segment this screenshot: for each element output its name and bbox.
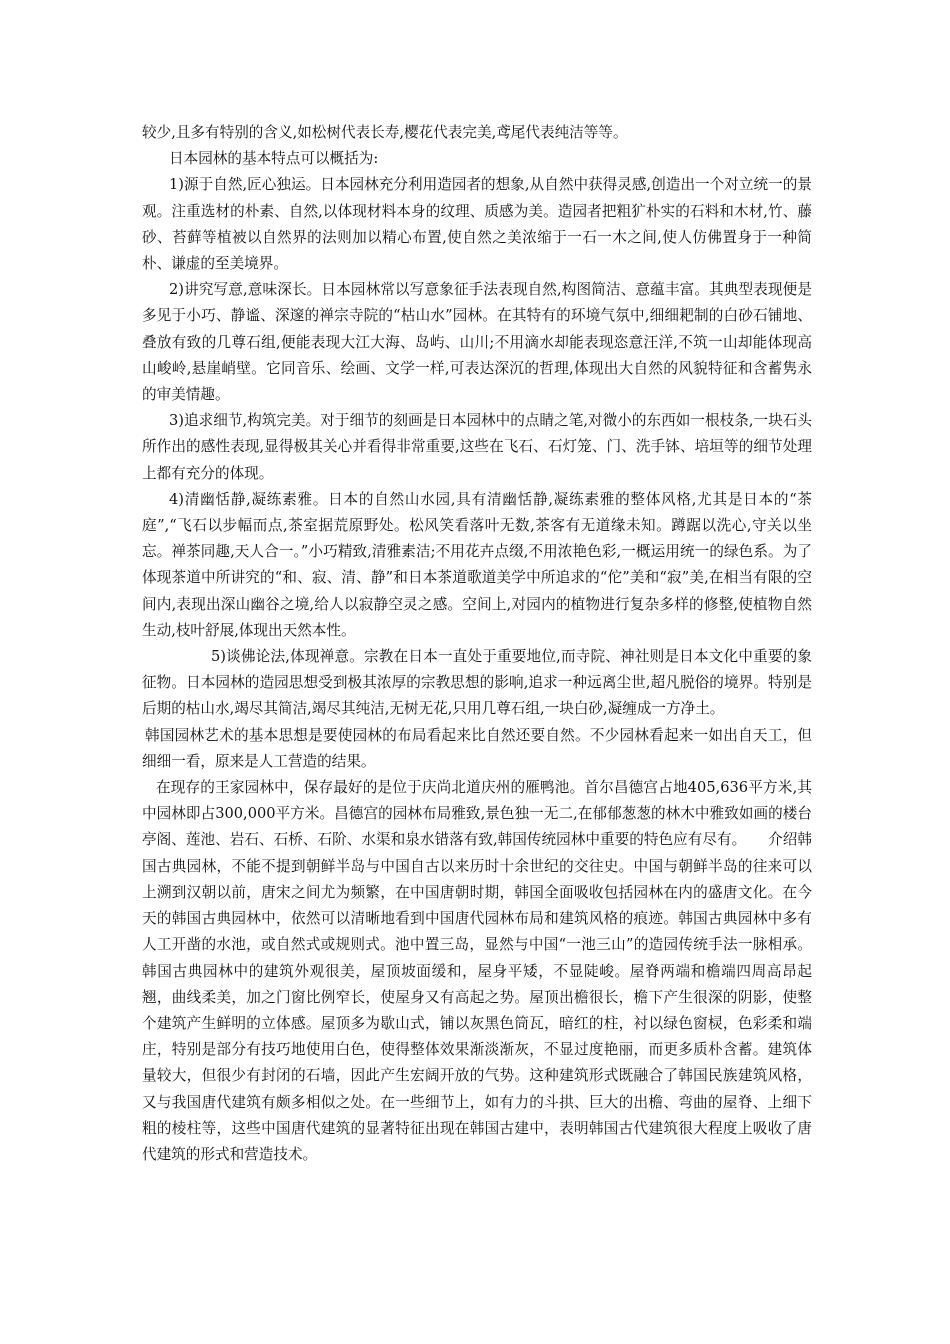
- paragraph-point-5: 5)谈佛论法,体现禅意。宗教在日本一直处于重要地位,而寺院、神社则是日本文化中重要的象征物。日本园林的造园思想受到极其浓厚的宗教思想的影响,追求一种远离尘世,超凡脱俗的境界。特别是后期的枯山水,竭尽其简洁,竭尽其纯洁,无树无花,只用几尊石组,一块白砂,凝缠成一方净土。: [142, 648, 812, 718]
- paragraph-korean-royal-gardens: 在现存的王家园林中，保存最好的是位于庆尚北道庆州的雁鸭池。首尔昌德宫占地405,636平方米,其中园林即占300,000平方米。昌德宫的园林布局雅致,景色独一无二,在郁郁葱葱的林木中雅致如画的楼台亭阁、莲池、岩石、石桥、石阶、水渠和泉水错落有致,韩国传统园林中重要的特色应有尽有。 介绍韩国古典园林，不能不提到朝鲜半岛与中国自古以来历时十余世纪的交往史。中国与朝鲜半岛的往来可以上溯到汉朝以前，唐宋之间尤为频繁，在中国唐朝时期，韩国全面吸收包括园林在内的盛唐文化。在今天的韩国古典园林中，依然可以清晰地看到中国唐代园林布局和建筑风格的痕迹。韩国古典园林中多有人工开凿的水池，或自然式或规则式。池中置三岛，显然与中国“一池三山”的造园传统手法一脉相承。韩国古典园林中的建筑外观很美，屋顶坡面缓和，屋身平矮，不显陡峻。屋脊两端和檐端四周高昂起翘，曲线柔美，加之门窗比例窄长，使屋身又有高起之势。屋顶出檐很长，檐下产生很深的阴影，使整个建筑产生鲜明的立体感。屋顶多为歇山式，铺以灰黑色筒瓦，暗红的柱，衬以绿色窗棂，色彩柔和端庄，特别是部分有技巧地使用白色，使得整体效果渐淡渐灰，不显过度艳丽，而更多质朴含蓄。建筑体量较大，但很少有封闭的石墙，因此产生宏阔开放的气势。这种建筑形式既融合了韩国民族建筑风格，又与我国唐代建筑有颇多相似之处。在一些细节上，如有力的斗拱、巨大的出檐、弯曲的屋脊、上细下粗的棱柱等，这些中国唐代建筑的显著特征出现在韩国古建中，表明韩国古代建筑很大程度上吸收了唐代建筑的形式和营造技术。: [142, 779, 812, 1163]
- document-page: [142, 120, 812, 1168]
- paragraph-korean-garden-idea: 韩国园林艺术的基本思想是要使园林的布局看起来比自然还要自然。不少园林看起来一如出自天工，但细细一看，原来是人工营造的结果。: [142, 726, 812, 770]
- paragraph-point-3: 3)追求细节,构筑完美。对于细节的刻画是日本园林中的点睛之笔,对微小的东西如一根枝条,一块石头所作出的感性表现,显得极其关心并看得非常重要,这些在飞石、石灯笼、门、洗手钵、培垣等的细节处理上都有充分的体现。: [142, 412, 812, 482]
- paragraph-point-2: 2)讲究写意,意味深长。日本园林常以写意象征手法表现自然,构图简洁、意蕴丰富。其典型表现便是多见于小巧、静谧、深邃的禅宗寺院的“枯山水”园林。在其特有的环境气氛中,细细耙制的白砂石铺地、叠放有致的几尊石组,便能表现大江大海、岛屿、山川;不用滴水却能表现恣意汪洋,不筑一山却能体现高山峻岭,悬崖峭壁。它同音乐、绘画、文学一样,可表达深沉的哲理,体现出大自然的风貌特征和含蓄隽永的审美情趣。: [142, 281, 812, 404]
- paragraph-point-4: 4)清幽恬静,凝练素雅。日本的自然山水园,具有清幽恬静,凝练素雅的整体风格,尤其是日本的“茶庭”,“飞石以步幅而点,茶室据荒原野处。松风笑看落叶无数,茶客有无道缘未知。蹲踞以洗心,守关以坐忘。禅茶同趣,天人合一。”小巧精致,清雅素洁;不用花卉点缀,不用浓艳色彩,一概运用统一的绿色系。为了体现茶道中所讲究的“和、寂、清、静”和日本茶道歌道美学中所追求的“佗”美和“寂”美,在相当有限的空间内,表现出深山幽谷之境,给人以寂静空灵之感。空间上,对园内的植物进行复杂多样的修整,使植物自然生动,枝叶舒展,体现出天然本性。: [142, 490, 812, 639]
- paragraph-japanese-garden-summary: 日本园林的基本特点可以概括为:: [169, 150, 379, 168]
- paragraph-intro-continuation: 较少,且多有特别的含义,如松树代表长寿,樱花代表完美,鸢尾代表纯洁等等。: [142, 124, 628, 141]
- paragraph-point-1: 1)源于自然,匠心独运。日本园林充分利用造园者的想象,从自然中获得灵感,创造出一个对立统一的景观。注重选材的朴素、自然,以体现材料本身的纹理、质感为美。造园者把粗犷朴实的石料和木材,竹、藤砂、苔藓等植被以自然界的法则加以精心布置,使自然之美浓缩于一石一木之间,使人仿佛置身于一种简朴、谦虚的至美境界。: [142, 176, 812, 273]
